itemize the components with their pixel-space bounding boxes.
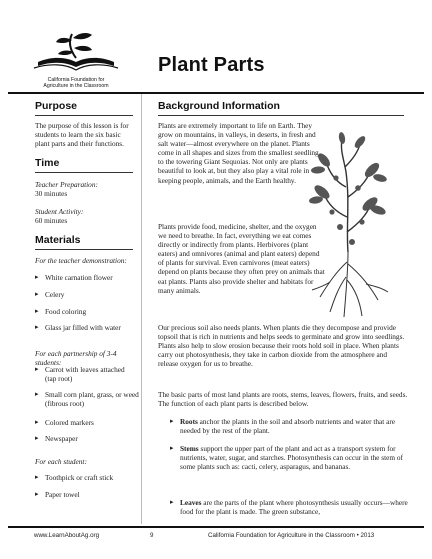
paragraph-4: The basic parts of most land plants are roots, stems, leaves, flowers, fruits, and seeds. The function of each plant parts is described below. [158,390,408,409]
purpose-heading: Purpose [35,100,78,112]
stems-text: support the upper part of the plant and act as a transport system for nutrients, water, sugar, and starches. Photosynthesis can occur in the stem of some plants such as: cacti, celery, asparagus, and bananas. [180,444,403,472]
stems-term: Stems [180,444,199,453]
logo [30,30,122,89]
list-item: ▸ Toothpick or craft stick [35,473,143,482]
bullet-stems [170,444,416,471]
teacher-prep-label: Teacher Preparation: [35,180,98,189]
purpose-rule [35,115,133,116]
time-rule [35,172,133,173]
time-heading: Time [35,157,60,169]
materials-heading: Materials [35,234,81,246]
logo-line-1: California Foundation for [47,77,105,83]
list-item: ▸ Newspaper [35,434,143,443]
paragraph-3: Our precious soil also needs plants. When plants die they decompose and provide topsoil that is rich in nutrients and helps seeds to germinate and grow into seedlings. Plants also help to slow erosion because their roots hold soil in place. When plants carry out photosynthesis, they take in carbon dioxide from the atmosphere and release oxygen for us to breathe. [158,323,405,369]
list-item: ▸ Paper towel [35,490,143,499]
footer-page-number: 9 [150,532,154,539]
footer-website: www.LearnAboutAg.org [34,532,100,539]
bullet-roots [170,417,412,435]
list-item: ▸ Glass jar filled with water [35,323,145,332]
bullet-leaves [170,498,412,516]
materials-rule [35,249,133,250]
plant-illustration [300,132,410,327]
footer-copyright: California Foundation for Agriculture in the Classroom • 2013 [208,532,375,539]
book-sprout-icon [30,30,122,72]
list-item: ▸ Carrot with leaves attached (tap root) [35,365,135,383]
paragraph-1: Plants are extremely important to life on Earth. They grow on mountains, in valleys, in deserts, in fresh and salt water—almost everywhere on the planet. Plants come in all shapes and sizes from the smallest seedling to the towering Giant Sequoias. Not only are plants beautiful to look at, but they also play a vital role in keeping people, animals, and the Earth healthy. [158,121,319,185]
paragraph-2: Plants provide food, medicine, shelter, and the oxygen we need to breathe. In fact, everything we eat comes directly or indirectly from plants. Herbivores (plant eaters) and omnivores (animal and plant eaters) depend of plants for survival. Even carnivores (meat eaters) depend on plants because they often prey on animals that eat plants. Plants also provide shelter and habitats for many animals. [158,222,325,295]
purpose-text: The purpose of this lesson is for students to learn the six basic plant parts and their functions. [35,121,129,149]
list-item: ▸ Small corn plant, grass, or weed (fibrous root) [35,390,141,408]
partnership-label: For each partnership of 3-4 students: [35,349,117,368]
student-activity-label: Student Activity: [35,207,84,216]
plant-icon [300,132,410,322]
student-activity-value: 60 minutes [35,216,68,225]
list-item: ▸ Colored markers [35,418,143,427]
roots-term: Roots [180,417,198,426]
teacher-prep-value: 30 minutes [35,189,68,198]
leaves-term: Leaves [180,498,202,507]
background-rule [158,115,404,116]
student-label: For each student: [35,457,87,466]
logo-line-2: Agriculture in the Classroom [43,83,109,89]
list-item: ▸ Food coloring [35,307,143,316]
page-title: Plant Parts [158,54,265,76]
leaves-text: are the parts of the plant where photosynthesis usually occurs—where food for the plant is made. The green substance, [180,498,408,517]
list-item: ▸ White carnation flower [35,273,143,282]
roots-text: anchor the plants in the soil and absorb nutrients and water that are needed by the rest of the plant. [180,417,396,436]
list-item: ▸ Celery [35,290,143,299]
footer-rule [8,526,424,528]
background-heading: Background Information [158,100,280,112]
teacher-demo-label: For the teacher demonstration: [35,256,127,265]
header-top-rule [8,92,424,94]
